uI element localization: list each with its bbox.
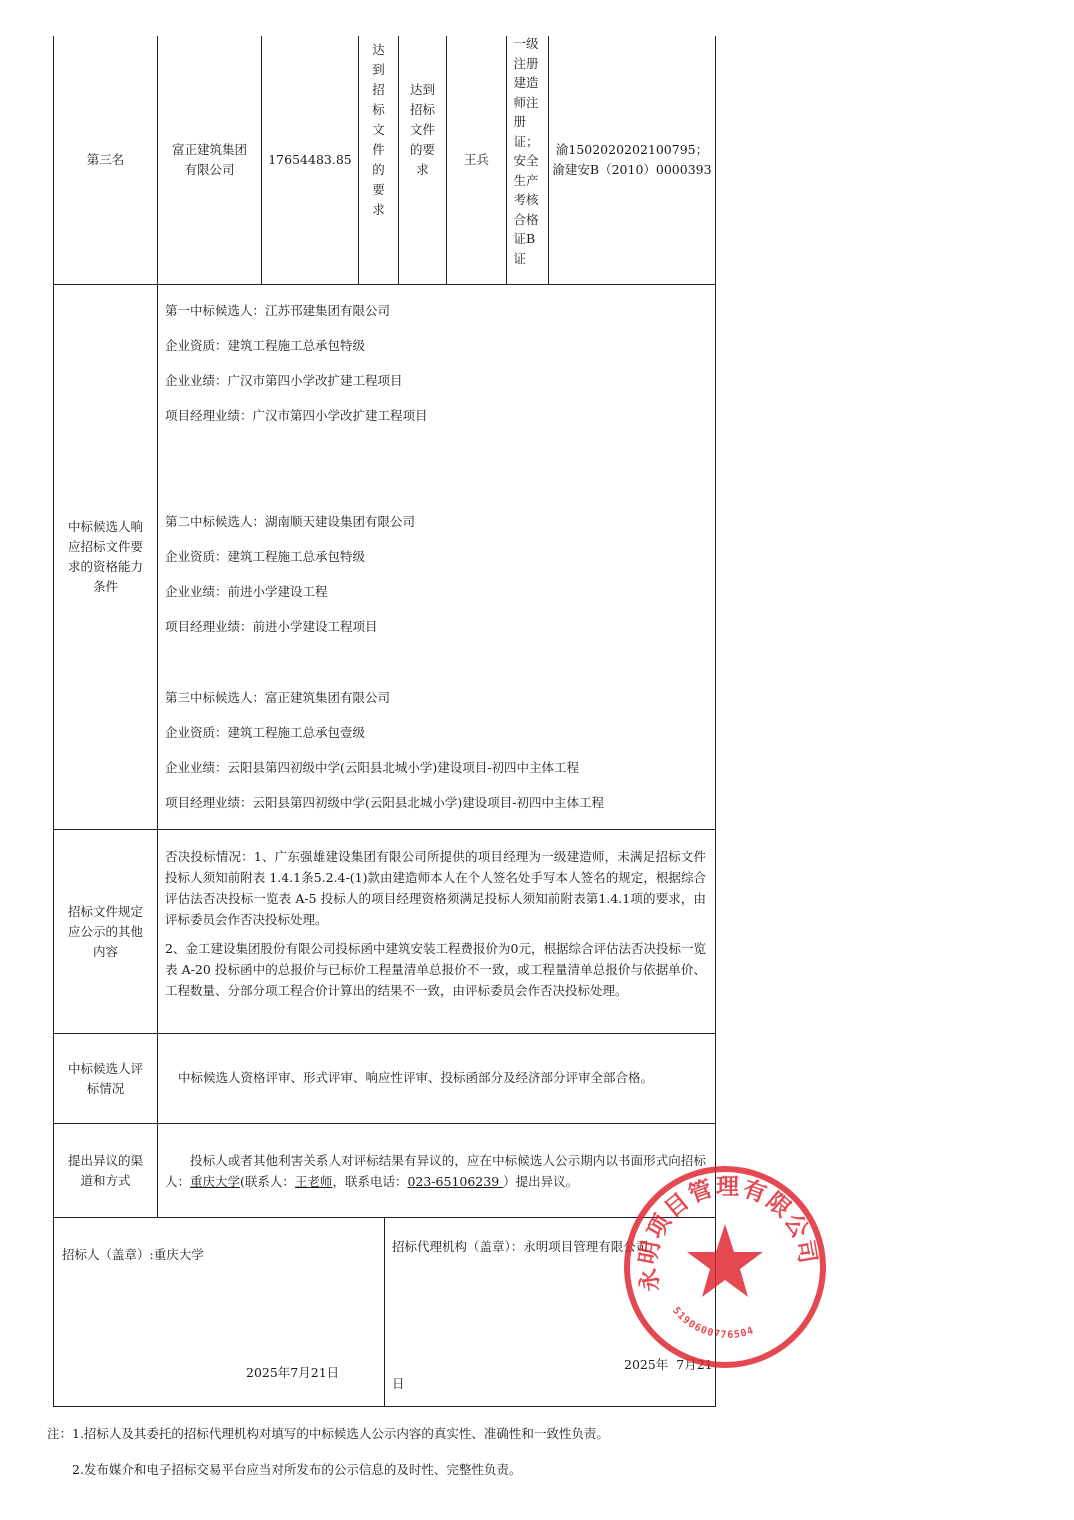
- candidate-2-qualification: 企业资质：建筑工程施工总承包特级: [165, 549, 366, 564]
- candidate-1-manager-performance: 项目经理业绩：广汉市第四小学改扩建工程项目: [165, 408, 428, 423]
- bid-price: 17654483.85: [268, 152, 352, 167]
- agency-date-part2: 日: [392, 1376, 405, 1391]
- candidate-3-name: 第三中标候选人：富正建筑集团有限公司: [165, 690, 391, 705]
- seal-number: 5190600776504: [670, 1305, 756, 1342]
- manager-cell: [447, 36, 506, 284]
- candidate-3-block: [165, 680, 604, 820]
- objection-contact-person: 王老师: [294, 1174, 333, 1189]
- candidate-1-name: 第一中标候选人：江苏邗建集团有限公司: [165, 303, 391, 318]
- objection-phone: 023-65106239: [407, 1174, 504, 1189]
- candidate-1-block: [165, 293, 428, 433]
- row-border: [53, 1217, 716, 1218]
- project-manager: 王兵: [463, 152, 489, 167]
- schedule-requirement: 达到招标文件的要求: [409, 82, 435, 177]
- tenderer-signature: 招标人（盖章）:重庆大学: [62, 1247, 204, 1262]
- certificate-number-2: 渝建安B（2010）0000393: [552, 162, 712, 177]
- rank-text: 第三名: [86, 152, 125, 167]
- quality-cell: [359, 40, 398, 220]
- qualification-label: 中标候选人响应招标文件要求的资格能力条件: [67, 519, 143, 594]
- svg-text:5190600776504: [670, 1305, 756, 1341]
- objection-tenderer: 重庆大学: [190, 1174, 241, 1189]
- seal-name-text: 永明项目管理有限公司: [635, 1174, 821, 1294]
- note-1: 注：1.招标人及其委托的招标代理机构对填写的中标候选人公示内容的真实性、准确性和一致性负责。: [47, 1426, 609, 1441]
- qualification-label-cell: [54, 285, 157, 829]
- candidate-3-performance: 企业业绩：云阳县第四初级中学(云阳县北城小学)建设项目-初四中主体工程: [165, 760, 579, 775]
- certificate-number-1: 渝1502020202100795；: [555, 142, 709, 157]
- company-cell: [158, 36, 261, 284]
- quality-requirement: 达到招标文件的要求: [372, 42, 385, 217]
- candidate-1-qualification: 企业资质：建筑工程施工总承包特级: [165, 338, 366, 353]
- rank-cell: [54, 36, 157, 284]
- candidate-2-performance: 企业业绩：前进小学建设工程: [165, 584, 328, 599]
- schedule-cell: [399, 80, 446, 180]
- company-name: 富正建筑集团有限公司: [171, 142, 247, 177]
- seal-graphic: [620, 1162, 830, 1372]
- objection-label: 提出异议的渠道和方式: [67, 1152, 143, 1188]
- note-2: 2.发布媒介和电子招标交易平台应当对所发布的公示信息的及时性、完整性负责。: [72, 1462, 522, 1477]
- candidate-2-manager-performance: 项目经理业绩：前进小学建设工程项目: [165, 619, 378, 634]
- objection-contact-open: (联系人：: [240, 1174, 295, 1189]
- certificate-numbers-cell: [549, 36, 715, 284]
- other-content-label-cell: [54, 830, 157, 1033]
- objection-phone-label: ，联系电话：: [332, 1174, 408, 1189]
- table-bottom-border: [53, 1406, 716, 1407]
- candidate-1-performance: 企业业绩：广汉市第四小学改扩建工程项目: [165, 373, 403, 388]
- agency-signature: 招标代理机构（盖章）：永明项目管理有限公司: [392, 1239, 649, 1254]
- company-seal: [620, 1162, 830, 1372]
- other-content-label: 招标文件规定应公示的其他内容: [67, 903, 143, 959]
- evaluation-label: 中标候选人评标情况: [67, 1060, 143, 1096]
- candidate-2-name: 第二中标候选人：湖南顺天建设集团有限公司: [165, 514, 416, 529]
- candidate-2-block: [165, 504, 415, 644]
- bid-price-cell: [262, 36, 358, 284]
- certificates-text: 一级注册建造师注册证；安全生产考核合格证B证: [513, 36, 539, 266]
- rejection-paragraph-2: 2、金工建设集团股份有限公司投标函中建筑安装工程费报价为0元，根据综合评估法否决投标一览表 A-20 投标函中的总报价与已标价工程量清单总报价不一致，或工程量清单总报价与依据单价、工程数量、分部分项工程合价计算出的结果不一致，由评标委员会作否决投标处理。: [165, 941, 706, 998]
- seal-star-icon: [687, 1224, 763, 1297]
- evaluation-content: 中标候选人资格评审、形式评审、响应性评审、投标函部分及经济部分评审全部合格。: [178, 1070, 654, 1085]
- certificates-cell: [507, 34, 548, 268]
- objection-text-before: 投标人或者其他利害关系人对评标结果有异议的，应在中标候选人公示期内以书面形式向招标人：: [165, 1153, 706, 1189]
- candidate-3-manager-performance: 项目经理业绩：云阳县第四初级中学(云阳县北城小学)建设项目-初四中主体工程: [165, 795, 604, 810]
- evaluation-label-cell: [54, 1034, 157, 1123]
- candidate-3-qualification: 企业资质：建筑工程施工总承包壹级: [165, 725, 366, 740]
- agency-date-part1: 2025年 7月21: [624, 1357, 713, 1372]
- objection-text-after: ）提出异议。: [503, 1174, 579, 1189]
- objection-label-cell: [54, 1124, 157, 1217]
- rejection-paragraph-1: 否决投标情况：1、广东强雄建设集团有限公司所提供的项目经理为一级建造师，未满足招标文件投标人须知前附表 1.4.1条5.2.4-(1)款由建造师本人在个人签名处手写本人签名的规定，根据综合评估法否决投标一览表 A-5 投标人的项目经理资格须满足投标人须知前附表第1.4.1项的要求，由评标委员会作否决投标处理。: [165, 849, 706, 927]
- signature-divider: [384, 1217, 385, 1407]
- tenderer-date: 2025年7月21日: [246, 1365, 340, 1380]
